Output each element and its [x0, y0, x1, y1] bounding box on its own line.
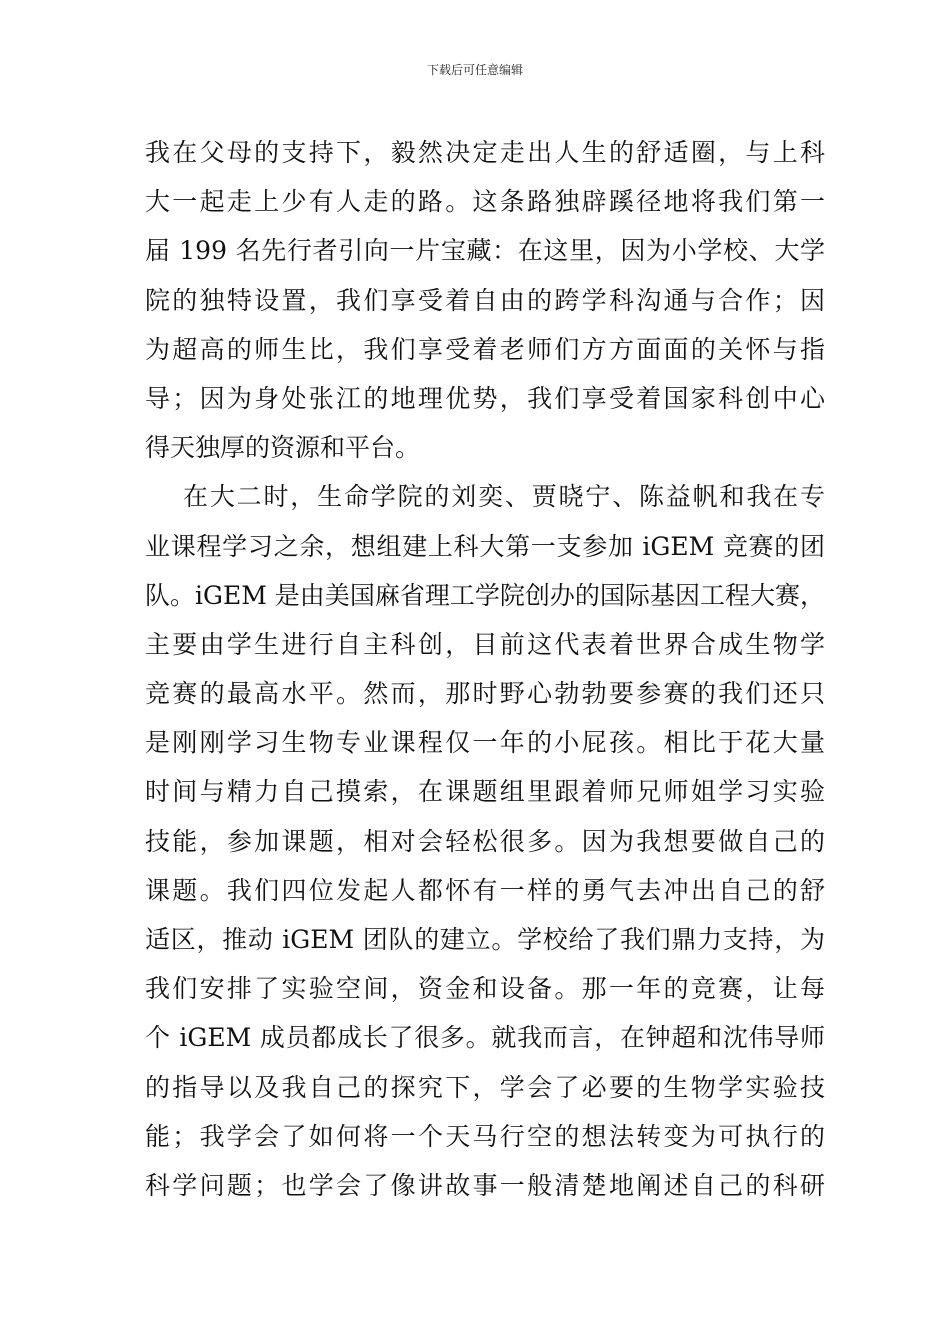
text-line: 课题。我们四位发起人都怀有一样的勇气去冲出自己的舒 [145, 875, 825, 905]
text-line: 时间与精力自己摸索，在课题组里跟着师兄师姐学习实验 [145, 777, 825, 807]
text-line: 的指导以及我自己的探究下，学会了必要的生物学实验技 [145, 1072, 825, 1102]
text-line: 为超高的师生比，我们享受着老师们方方面面的关怀与指 [145, 334, 825, 364]
text-line: 主要由学生进行自主科创，目前这代表着世界合成生物学 [145, 629, 825, 659]
text-line: 我们安排了实验空间，资金和设备。那一年的竞赛，让每 [145, 974, 825, 1004]
paragraph-1 [145, 128, 825, 472]
text-line: 我在父母的支持下，毅然决定走出人生的舒适圈，与上科 [145, 138, 825, 167]
text-line: 导；因为身处张江的地理优势，我们享受着国家科创中心 [145, 383, 825, 413]
text-line: 是刚刚学习生物专业课程仅一年的小屁孩。相比于花大量 [145, 728, 825, 758]
page-header: 下载后可任意编辑 [426, 63, 523, 77]
document-body [145, 128, 825, 1259]
text-line: 个 iGEM 成员都成长了很多。就我而言，在钟超和沈伟导师 [145, 1023, 825, 1053]
text-line: 业课程学习之余，想组建上科大第一支参加 iGEM 竞赛的团 [145, 531, 825, 561]
text-line: 队。iGEM 是由美国麻省理工学院创办的国际基因工程大赛， [145, 580, 825, 610]
text-line: 届 199 名先行者引向一片宝藏：在这里，因为小学校、大学 [145, 236, 825, 266]
text-line: 在大二时，生命学院的刘奕、贾晓宁、陈益帆和我在专 [183, 482, 825, 512]
text-line: 能；我学会了如何将一个天马行空的想法转变为可执行的 [145, 1121, 825, 1151]
text-line: 竞赛的最高水平。然而，那时野心勃勃要参赛的我们还只 [145, 679, 825, 709]
text-line [145, 1210, 825, 1259]
text-line: 大一起走上少有人走的路。这条路独辟蹊径地将我们第一 [145, 187, 825, 217]
text-line: 技能，参加课题，相对会轻松很多。因为我想要做自己的 [145, 826, 825, 856]
text-line: 适区，推动 iGEM 团队的建立。学校给了我们鼎力支持，为 [145, 925, 825, 954]
paragraph-2 [145, 472, 825, 1259]
text-line: 得天独厚的资源和平台。 [145, 433, 421, 463]
text-line: 院的独特设置，我们享受着自由的跨学科沟通与合作；因 [145, 285, 825, 315]
text-line: 科学问题；也学会了像讲故事一般清楚地阐述自己的科研 [145, 1170, 825, 1200]
